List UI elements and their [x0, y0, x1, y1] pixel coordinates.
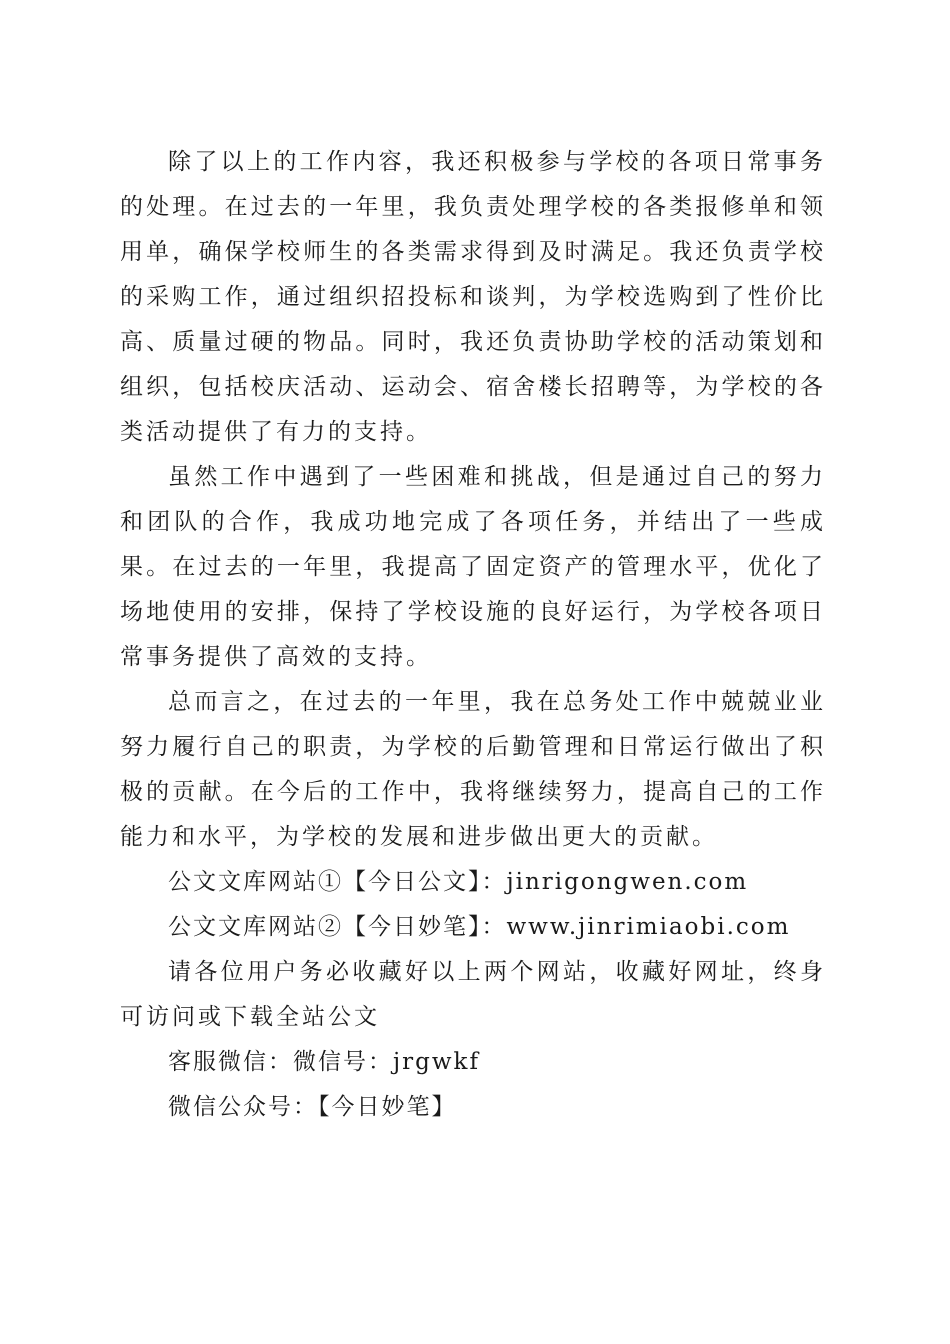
- footer-notice: 请各位用户务必收藏好以上两个网站，收藏好网址，终身可访问或下载全站公文: [120, 959, 826, 1030]
- footer-site-1: 公文文库网站①【今日公文】：jinrigongwen.com: [168, 869, 749, 895]
- paragraph-daily-affairs: 除了以上的工作内容，我还积极参与学校的各项日常事务的处理。在过去的一年里，我负责处理学校的各类报修单和领用单，确保学校师生的各类需求得到及时满足。我还负责学校的采购工作，通过组织招投标和谈判，为学校选购到了性价比高、质量过硬的物品。同时，我还负责协助学校的活动策划和组织，包括校庆活动、运动会、宿舍楼长招聘等，为学校的各类活动提供了有力的支持。: [120, 149, 826, 445]
- footer-site-2: 公文文库网站②【今日妙笔】：www.jinrimiaobi.com: [168, 914, 791, 940]
- document-body: [120, 140, 826, 1130]
- footer-wechat-official: 微信公众号：【今日妙笔】: [168, 1094, 457, 1120]
- paragraph-conclusion: 总而言之，在过去的一年里，我在总务处工作中兢兢业业努力履行自己的职责，为学校的后勤管理和日常运行做出了积极的贡献。在今后的工作中，我将继续努力，提高自己的工作能力和水平，为学校的发展和进步做出更大的贡献。: [120, 689, 826, 850]
- footer-wechat-service: 客服微信：微信号：jrgwkf: [168, 1049, 480, 1075]
- paragraph-challenges: 虽然工作中遇到了一些困难和挑战，但是通过自己的努力和团队的合作，我成功地完成了各项任务，并结出了一些成果。在过去的一年里，我提高了固定资产的管理水平，优化了场地使用的安排，保持了学校设施的良好运行，为学校各项日常事务提供了高效的支持。: [120, 464, 826, 670]
